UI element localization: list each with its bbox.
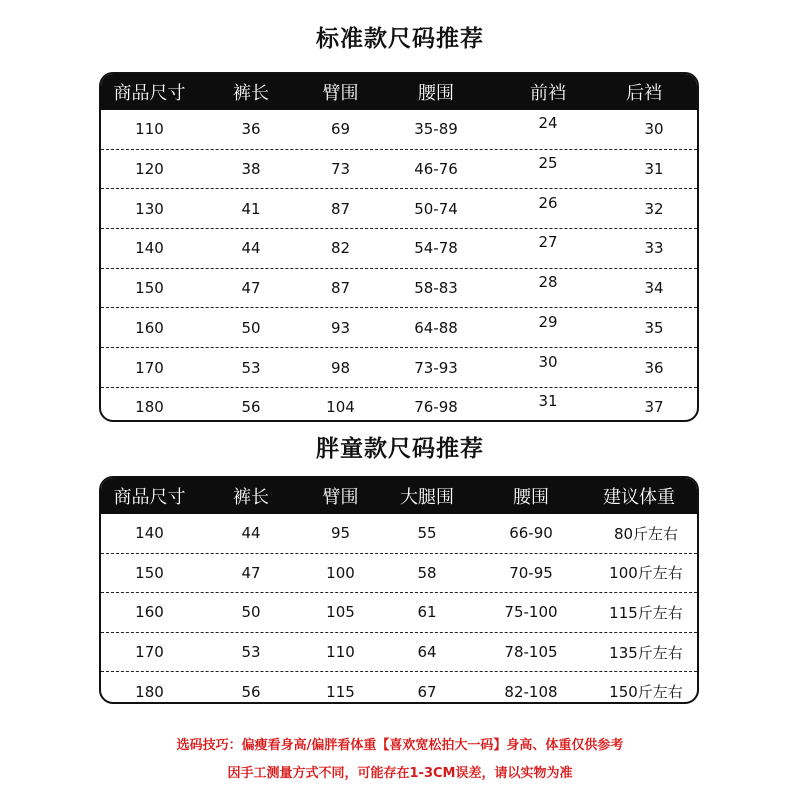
- header-cell: 商品尺寸: [113, 487, 186, 508]
- table-cell: 64: [417, 643, 437, 662]
- table-cell: 140: [135, 239, 164, 258]
- table-cell: 34: [644, 279, 664, 298]
- table-cell: 120: [135, 160, 164, 179]
- plus-size-table: [99, 476, 699, 704]
- table-cell: 37: [644, 398, 664, 417]
- table-cell: 170: [135, 358, 164, 377]
- measurement-error-note: 因手工测量方式不同，可能存在1-3CM误差，请以实物为准: [227, 766, 573, 781]
- table-cell: 100斤左右: [609, 564, 683, 583]
- table-cell: 26: [538, 193, 558, 212]
- table-cell: 98: [330, 358, 351, 377]
- table-cell: 44: [241, 524, 261, 543]
- table-cell: 54-78: [414, 239, 458, 258]
- table-cell: 150斤左右: [609, 683, 683, 702]
- table-cell: 73: [330, 160, 351, 179]
- table-cell: 150: [135, 563, 164, 582]
- table-cell: 87: [330, 279, 351, 298]
- table-row: [101, 514, 697, 554]
- standard-size-table: [99, 72, 699, 422]
- table-cell: 95: [330, 524, 351, 543]
- table-cell: 46-76: [414, 160, 458, 179]
- table-cell: 180: [135, 398, 164, 417]
- table-cell: 100: [326, 563, 355, 582]
- table-cell: 73-93: [414, 358, 458, 377]
- size-tip-note: 选码技巧：偏瘦看身高/偏胖看体重【喜欢宽松拍大一码】身高、体重仅供参考: [176, 738, 624, 753]
- table-row: [101, 672, 697, 704]
- table-cell: 31: [644, 160, 664, 179]
- table-cell: 38: [241, 160, 261, 179]
- table-cell: 56: [241, 682, 261, 701]
- table-cell: 110: [326, 643, 355, 662]
- header-cell: 商品尺寸: [113, 83, 186, 104]
- table-cell: 115: [326, 682, 355, 701]
- table-cell: 32: [644, 199, 664, 218]
- table-cell: 140: [135, 524, 164, 543]
- table-cell: 36: [241, 120, 261, 139]
- table-cell: 56: [241, 398, 261, 417]
- table-cell: 69: [330, 120, 351, 139]
- table-cell: 82: [330, 239, 351, 258]
- table-cell: 61: [417, 603, 437, 622]
- table-cell: 160: [135, 318, 164, 337]
- table-cell: 104: [326, 398, 355, 417]
- table-row: [101, 388, 697, 422]
- table-cell: 50: [241, 603, 261, 622]
- standard-size-title: 标准款尺码推荐: [316, 26, 484, 52]
- table-cell: 53: [241, 358, 261, 377]
- table-cell: 36: [644, 358, 664, 377]
- table-row: [101, 633, 697, 673]
- table-cell: 24: [538, 114, 558, 133]
- table-cell: 75-100: [504, 603, 558, 622]
- header-cell: 建议体重: [603, 487, 675, 508]
- table-cell: 35: [644, 318, 664, 337]
- table-row: [101, 554, 697, 594]
- header-cell: 裤长: [233, 487, 269, 508]
- header-cell: 大腿围: [400, 487, 454, 508]
- table-cell: 41: [241, 199, 261, 218]
- table-cell: 35-89: [414, 120, 458, 139]
- table-cell: 58-83: [414, 279, 458, 298]
- header-cell: 腰围: [418, 83, 454, 104]
- table-cell: 64-88: [414, 318, 458, 337]
- header-cell: 臂围: [322, 83, 359, 104]
- plus-table-header: [101, 478, 697, 514]
- header-cell: 腰围: [513, 487, 549, 508]
- table-cell: 70-95: [509, 563, 553, 582]
- plus-size-title: 胖童款尺码推荐: [316, 436, 484, 462]
- table-row: [101, 593, 697, 633]
- table-cell: 44: [241, 239, 261, 258]
- header-cell: 裤长: [233, 83, 269, 104]
- table-cell: 67: [417, 682, 437, 701]
- table-cell: 27: [538, 233, 558, 252]
- table-cell: 110: [135, 120, 164, 139]
- table-cell: 31: [538, 392, 558, 411]
- table-cell: 150: [135, 279, 164, 298]
- table-cell: 66-90: [509, 524, 553, 543]
- table-cell: 50-74: [414, 199, 458, 218]
- table-cell: 115斤左右: [609, 603, 683, 622]
- table-cell: 55: [417, 524, 437, 543]
- table-cell: 50: [241, 318, 261, 337]
- table-cell: 80斤左右: [613, 524, 679, 543]
- table-cell: 33: [644, 239, 664, 258]
- table-cell: 47: [241, 279, 261, 298]
- table-cell: 47: [241, 563, 261, 582]
- header-cell: 前裆: [530, 83, 566, 104]
- table-cell: 28: [538, 273, 558, 292]
- table-cell: 78-105: [504, 643, 558, 662]
- table-cell: 105: [326, 603, 355, 622]
- table-cell: 53: [241, 643, 261, 662]
- table-cell: 130: [135, 199, 164, 218]
- table-cell: 87: [330, 199, 351, 218]
- table-cell: 180: [135, 682, 164, 701]
- table-cell: 76-98: [414, 398, 458, 417]
- table-cell: 82-108: [504, 682, 558, 701]
- table-cell: 25: [538, 154, 558, 173]
- table-cell: 30: [644, 120, 664, 139]
- header-cell: 臂围: [322, 487, 359, 508]
- table-cell: 93: [330, 318, 351, 337]
- table-cell: 160: [135, 603, 164, 622]
- table-cell: 29: [538, 312, 558, 331]
- table-cell: 170: [135, 643, 164, 662]
- table-cell: 58: [417, 563, 437, 582]
- table-cell: 30: [538, 352, 558, 371]
- header-cell: 后裆: [626, 83, 662, 104]
- table-cell: 135斤左右: [609, 643, 683, 662]
